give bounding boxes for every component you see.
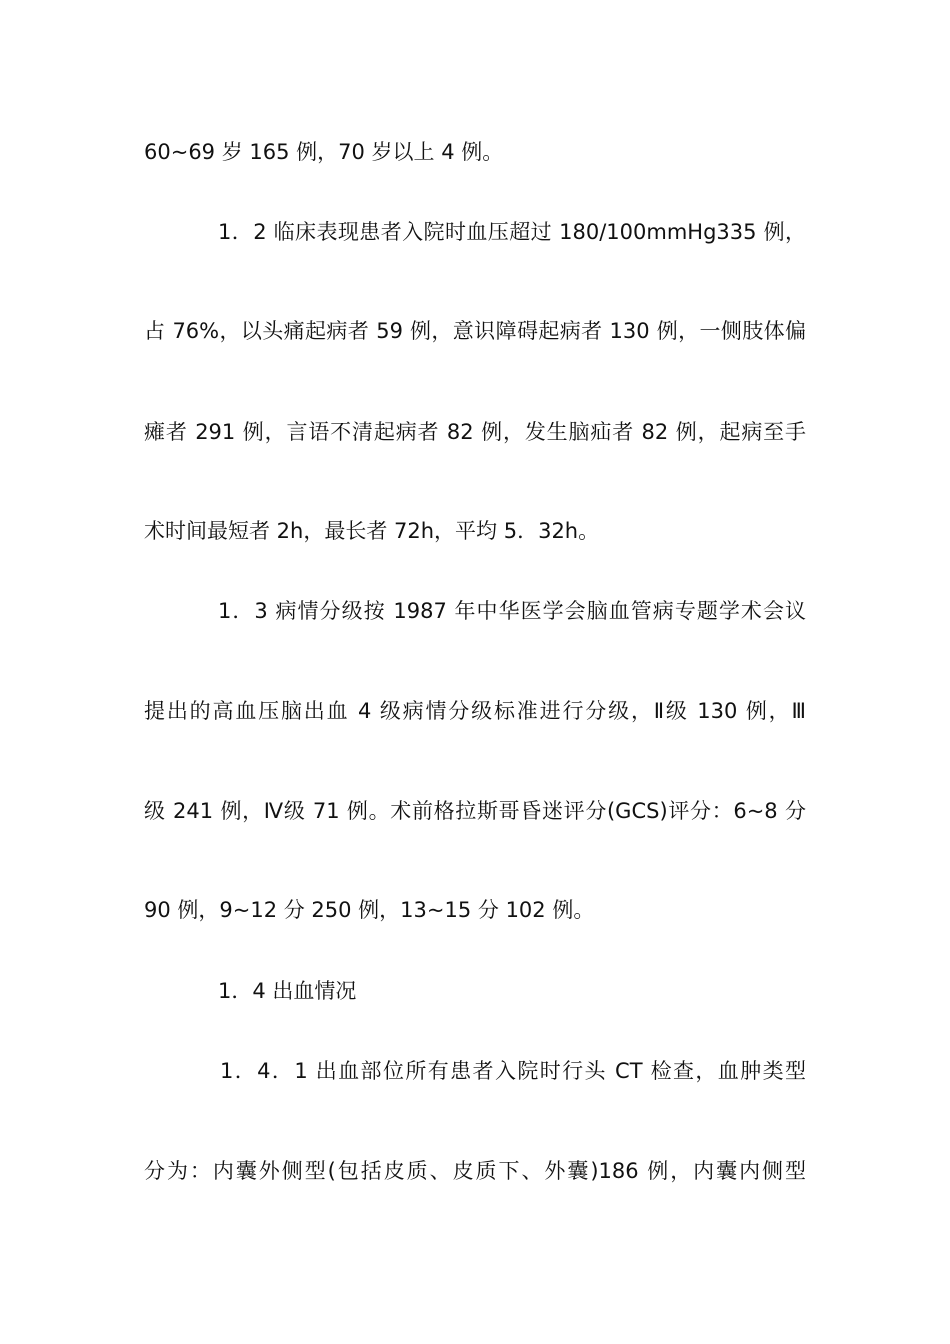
- section-1-4-1-heading-line: 1．4．1 出血部位所有患者入院时行头 CT 检查，血肿类型: [220, 1059, 806, 1083]
- paragraph-line-9: 90 例，9~12 分 250 例，13~15 分 102 例。: [144, 898, 595, 922]
- paragraph-line-12: 分为：内囊外侧型(包括皮质、皮质下、外囊)186 例，内囊内侧型: [144, 1159, 806, 1183]
- section-1-2-heading-line: 1．2 临床表现患者入院时血压超过 180/100mmHg335 例，: [218, 220, 806, 244]
- section-1-3-heading-line: 1．3 病情分级按 1987 年中华医学会脑血管病专题学术会议: [218, 599, 806, 623]
- paragraph-line-8: 级 241 例，Ⅳ级 71 例。术前格拉斯哥昏迷评分(GCS)评分：6~8 分: [144, 799, 806, 823]
- paragraph-line-4: 瘫者 291 例，言语不清起病者 82 例，发生脑疝者 82 例，起病至手: [144, 420, 806, 444]
- paragraph-line-7: 提出的高血压脑出血 4 级病情分级标准进行分级，Ⅱ级 130 例，Ⅲ: [144, 699, 806, 723]
- paragraph-line-3: 占 76%，以头痛起病者 59 例，意识障碍起病者 130 例，一侧肢体偏: [144, 319, 806, 343]
- paragraph-line-1: 60~69 岁 165 例，70 岁以上 4 例。: [144, 140, 504, 164]
- section-1-4-heading: 1．4 出血情况: [218, 979, 357, 1003]
- paragraph-line-5: 术时间最短者 2h，最长者 72h，平均 5．32h。: [144, 519, 600, 543]
